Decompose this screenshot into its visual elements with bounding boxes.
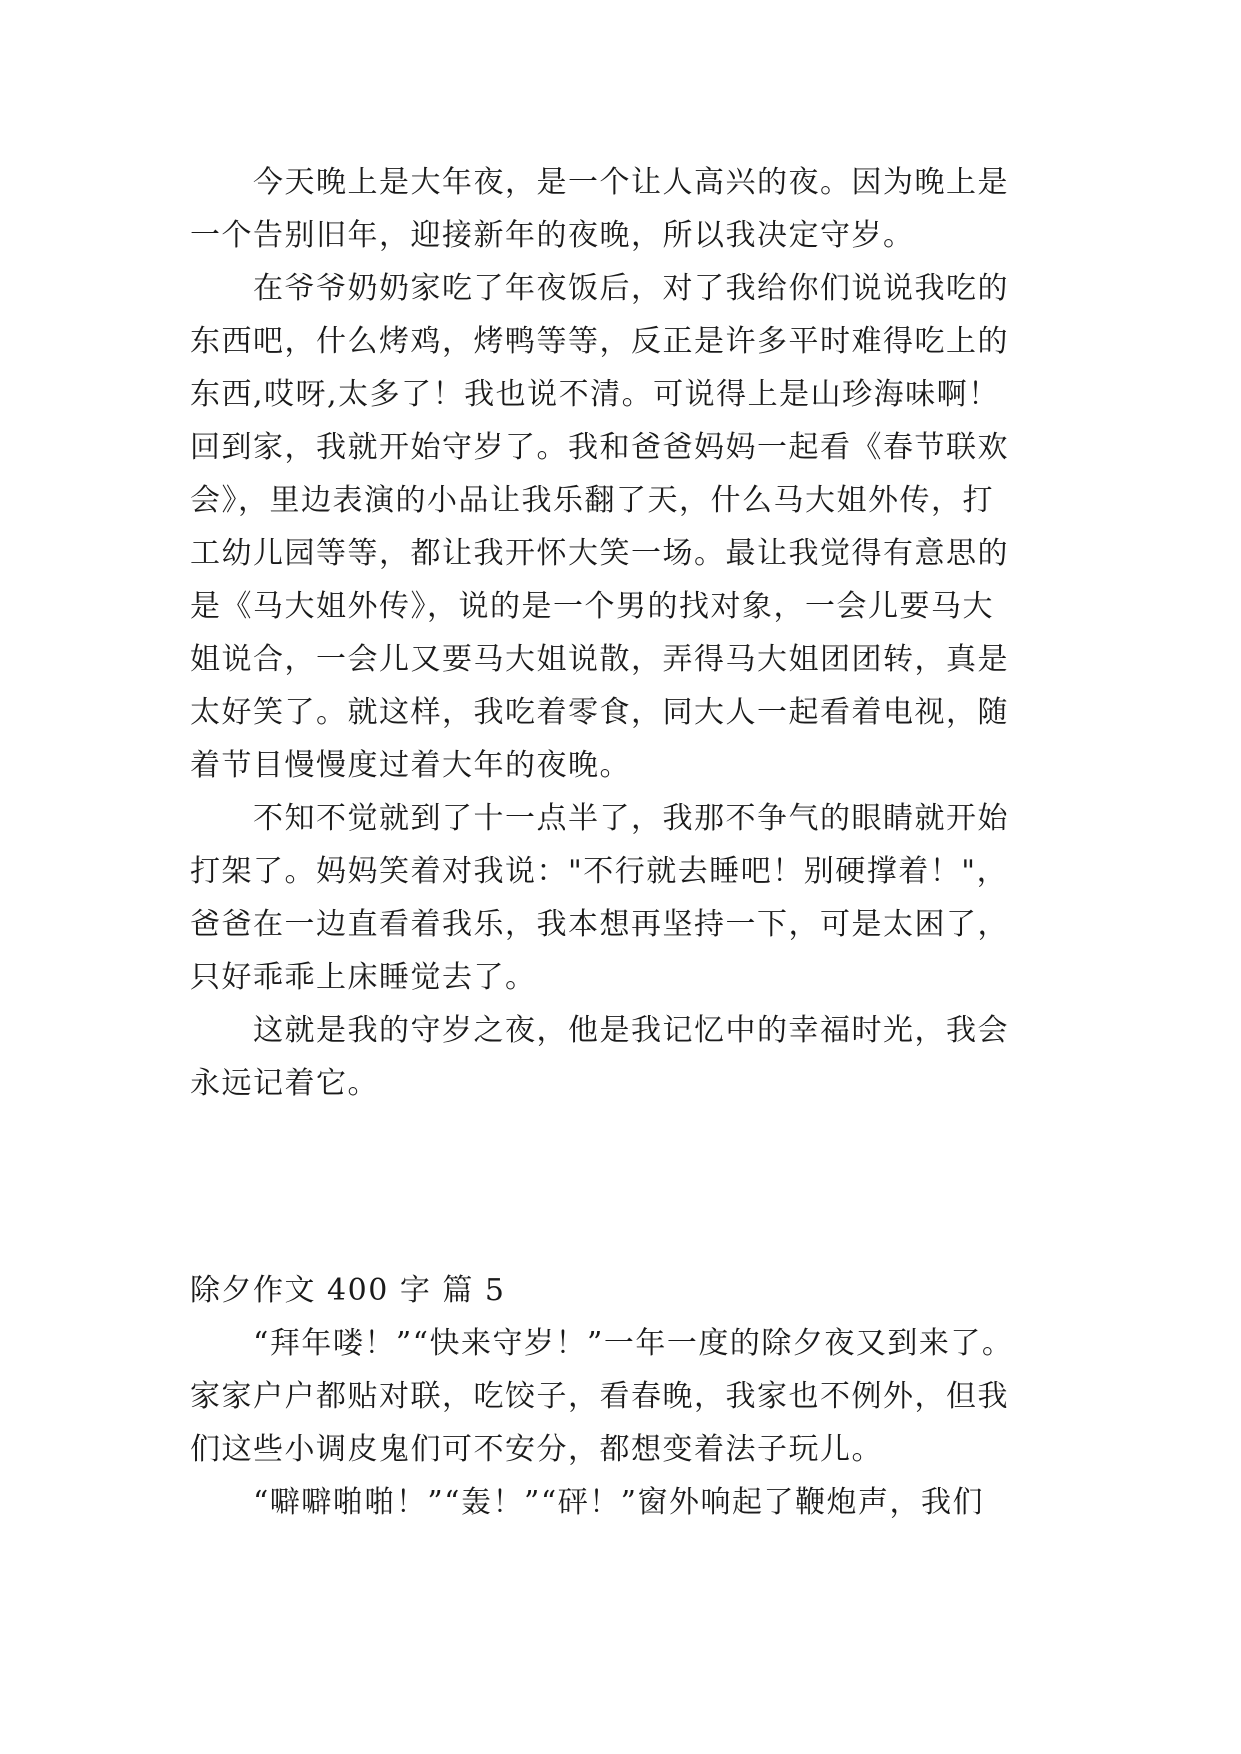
- paragraph-4: [190, 1004, 1050, 1110]
- text-line: 太好笑了。就这样，我吃着零食，同大人一起看着电视，随: [190, 695, 1009, 730]
- text-line: 打架了。妈妈笑着对我说："不行就去睡吧！别硬撑着！"，: [190, 854, 1009, 889]
- text-line: 只好乖乖上床睡觉去了。: [190, 960, 537, 995]
- text-line: 今天晚上是大年夜，是一个让人高兴的夜。因为晚上是: [190, 165, 1009, 200]
- text-line: “噼噼啪啪！”“轰！”“砰！”窗外响起了鞭炮声，我们: [190, 1485, 985, 1520]
- text-line: 东西吧，什么烤鸡，烤鸭等等，反正是许多平时难得吃上的: [190, 324, 1009, 359]
- text-line: 一个告别旧年，迎接新年的夜晚，所以我决定守岁。: [190, 218, 915, 253]
- text-line: 回到家，我就开始守岁了。我和爸爸妈妈一起看《春节联欢: [190, 430, 1009, 465]
- text-line: 永远记着它。: [190, 1066, 379, 1101]
- text-line: 东西,哎呀,太多了！我也说不清。可说得上是山珍海味啊！: [190, 377, 1000, 412]
- paragraph-3: [190, 792, 1050, 1004]
- text-line: 爸爸在一边直看着我乐，我本想再坚持一下，可是太困了，: [190, 907, 1009, 942]
- section-heading: 除夕作文 400 字 篇 5: [190, 1273, 506, 1308]
- text-line: 在爷爷奶奶家吃了年夜饭后，对了我给你们说说我吃的: [190, 271, 1009, 306]
- text-line: 这就是我的守岁之夜，他是我记忆中的幸福时光，我会: [190, 1013, 1009, 1048]
- text-line: 着节目慢慢度过着大年的夜晚。: [190, 748, 631, 783]
- text-line: 们这些小调皮鬼们可不安分，都想变着法子玩儿。: [190, 1432, 883, 1467]
- text-line: 工幼儿园等等，都让我开怀大笑一场。最让我觉得有意思的: [190, 536, 1009, 571]
- paragraph-2: [190, 262, 1050, 792]
- text-line: “拜年喽！”“快来守岁！”一年一度的除夕夜又到来了。: [190, 1326, 1014, 1361]
- text-line: 家家户户都贴对联，吃饺子，看春晚，我家也不例外，但我: [190, 1379, 1009, 1414]
- text-line: 不知不觉就到了十一点半了，我那不争气的眼睛就开始: [190, 801, 1009, 836]
- text-line: 是《马大姐外传》，说的是一个男的找对象，一会儿要马大: [190, 589, 994, 624]
- paragraph-6: [190, 1476, 1050, 1529]
- text-line: 会》，里边表演的小品让我乐翻了天，什么马大姐外传，打: [190, 483, 994, 518]
- text-line: 姐说合，一会儿又要马大姐说散，弄得马大姐团团转，真是: [190, 642, 1009, 677]
- paragraph-1: [190, 156, 1050, 262]
- paragraph-5: [190, 1317, 1050, 1476]
